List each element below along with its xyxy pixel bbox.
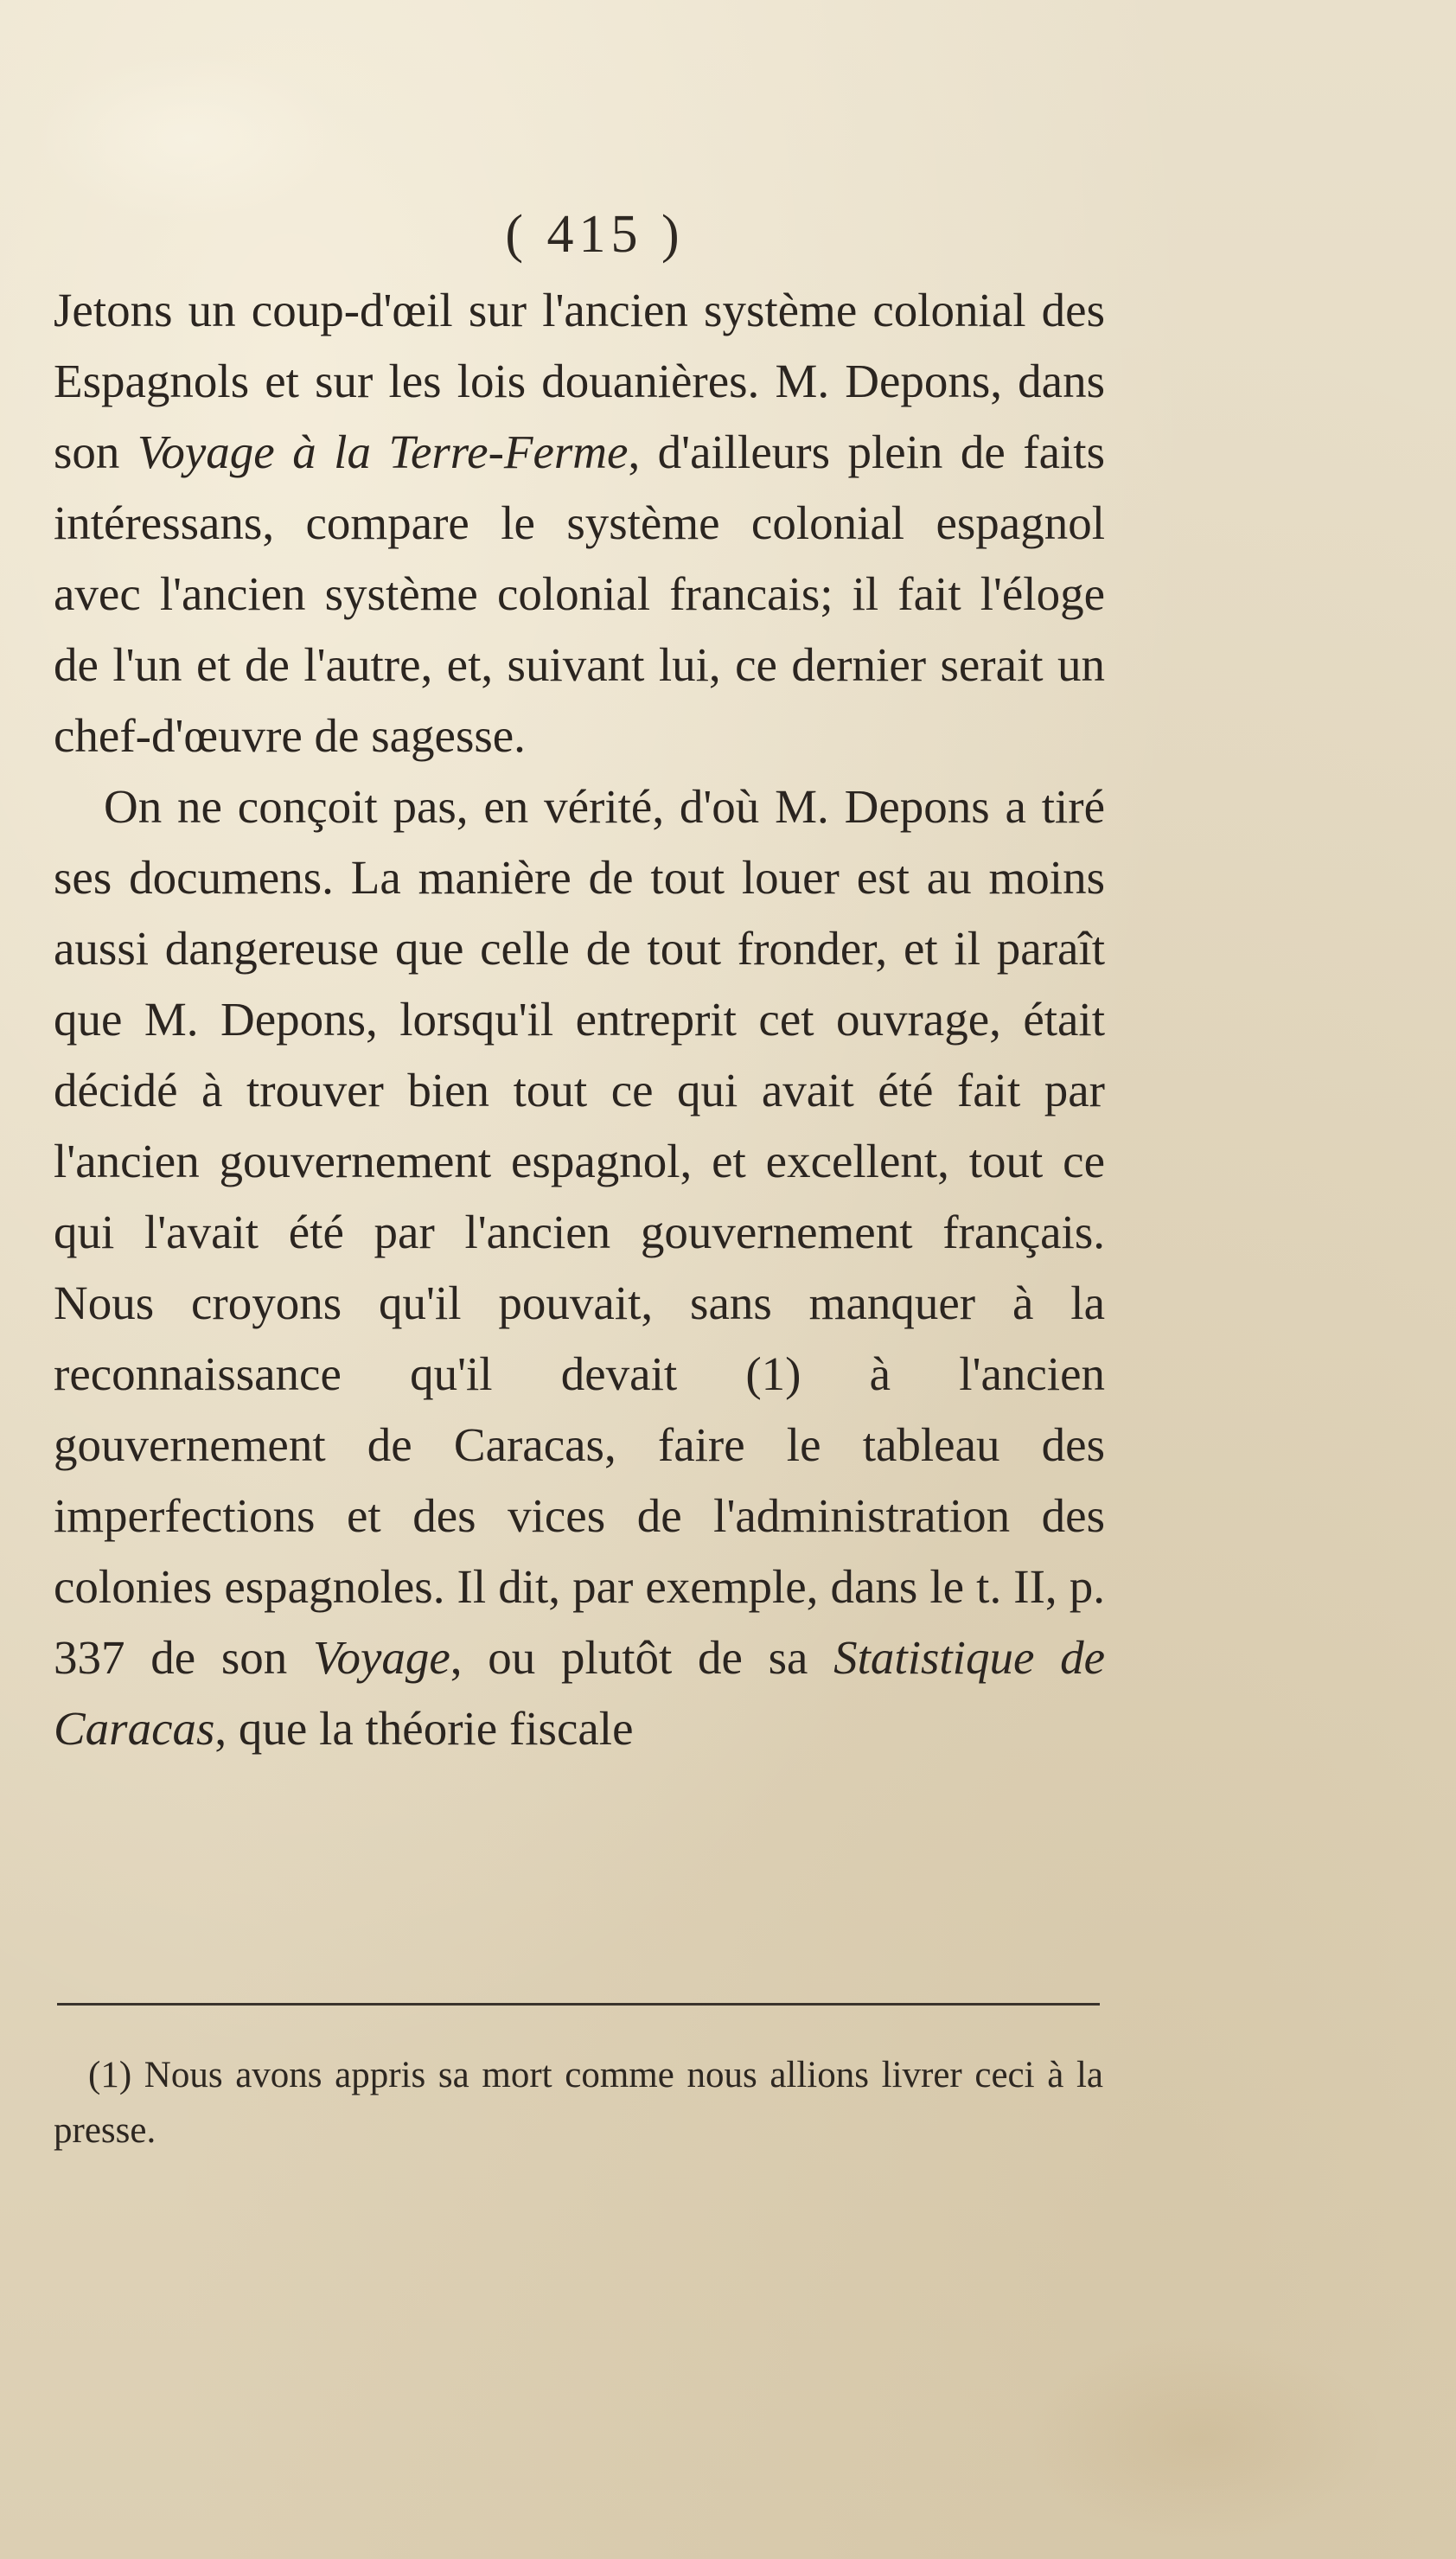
footnote: (1) Nous avons appris sa mort comme nous allions livrer ceci à la presse. [54,2055,1103,2151]
body-text [54,275,1105,1764]
paragraph-1-italic-title: Voyage à la Terre-Ferme [137,425,629,478]
footnote-divider [57,2003,1100,2006]
paragraph-2-italic-voyage: Voyage [312,1631,450,1684]
paper-stain [35,52,346,225]
paragraph-2-text-a: On ne conçoit pas, en vérité, d'où M. Depons a tiré ses documens. La manière de tout louer est au moins aussi dangereuse que celle de tout fronder, et il paraît que M. Depons, lorsqu'il entreprit cet ouvrage, était décidé à trouver bien tout ce qui avait été fait par l'ancien gouvernement espagnol, et excellent, tout ce qui l'avait été par l'ancien gouvernement français. Nous croyons qu'il pouvait, sans manquer à la reconnaissance qu'il devait (1) à l'ancien gouvernement de Caracas, faire le tableau des imperfections et des vices de l'administration des colonies espagnoles. Il dit, par exemple, dans le t. II, p. 337 de son [54,780,1105,1684]
paragraph-2-text-b: , ou plutôt de sa [450,1631,834,1684]
paragraph-2 [54,771,1105,1764]
paragraph-2-italic-statistique: Statistique de Caracas [54,1631,1105,1755]
paragraph-2-text-c: , que la théorie fiscale [214,1702,634,1755]
paragraph-1-text-b: , d'ailleurs plein de faits intéressans, compare le système colonial espagnol avec l'ancien système colonial francais; il fait l'éloge de l'un et de l'autre, et, suivant lui, ce dernier serait un chef-d'œuvre de sagesse. [54,425,1105,762]
page-number: ( 415 ) [505,205,685,264]
paper-stain [1020,2335,1383,2543]
paragraph-1-text-a: Jetons un coup-d'œil sur l'ancien système colonial des Espagnols et sur les lois douanières. M. Depons, dans son [54,284,1105,478]
paragraph-1 [54,275,1105,771]
